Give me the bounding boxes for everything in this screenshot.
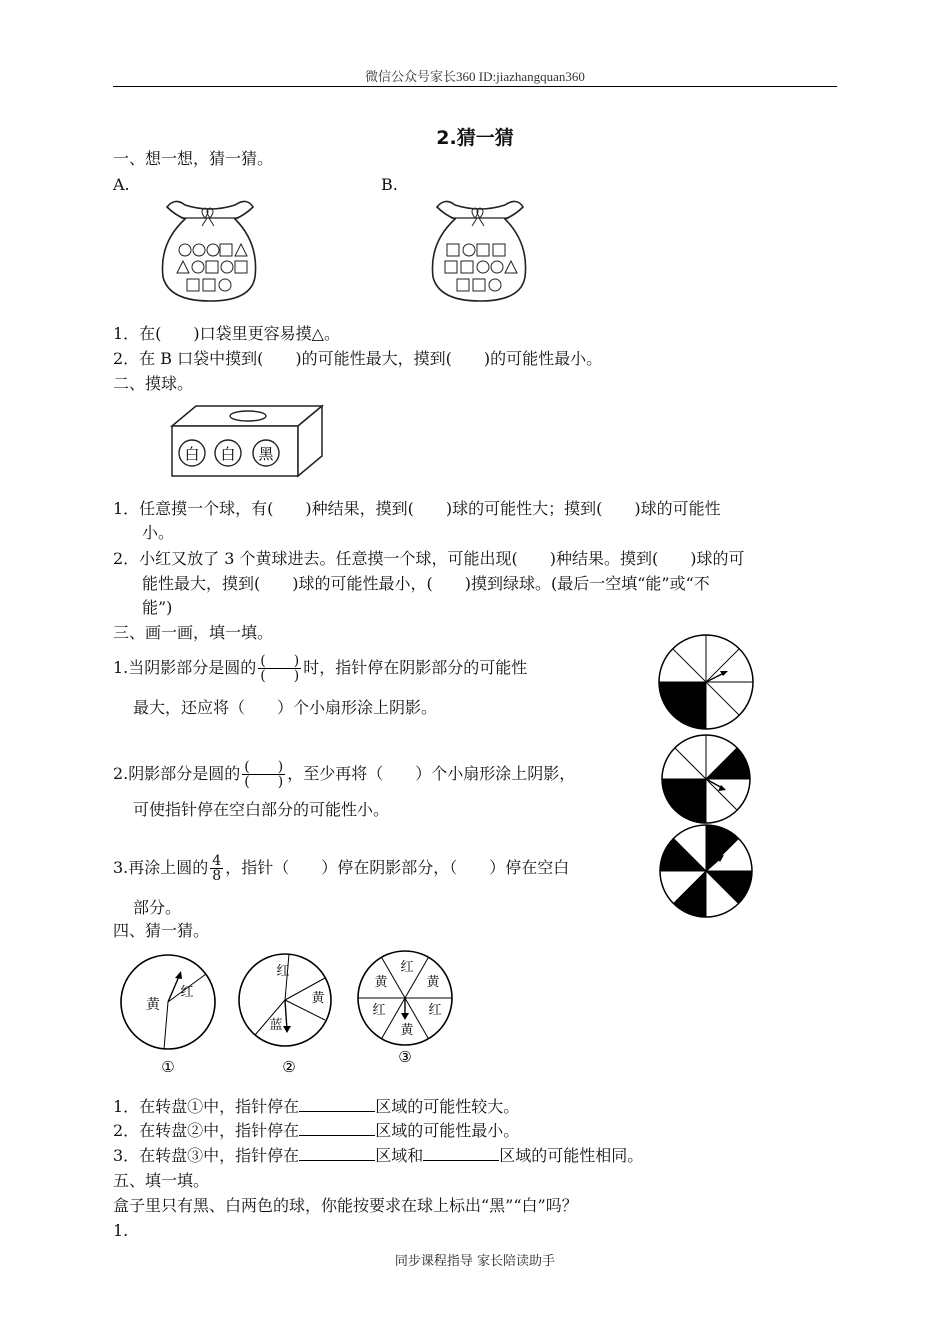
s3-q2-suffix: ，至少再将（ ）个小扇形涂上阴影， [287, 764, 576, 783]
answer-blank[interactable] [299, 1119, 375, 1136]
fraction-denominator: 8 [212, 868, 222, 884]
s3-question-2 [113, 750, 575, 798]
s3-q1-suffix: 时，指针停在阴影部分的可能性 [303, 658, 528, 677]
section3-heading: 三、画一画，填一填。 [113, 623, 274, 642]
page-header: 微信公众号家长360 ID:jiazhangquan360 [365, 69, 585, 84]
s4-question-3 [113, 1144, 643, 1168]
page-footer: 同步课程指导 家长陪读助手 [394, 1254, 556, 1269]
s4-q3-middle: 区域和 [375, 1146, 424, 1165]
ball-label-2: 白 [220, 445, 236, 463]
s3-question-3 [113, 844, 569, 892]
fraction-blank-2[interactable] [242, 760, 285, 789]
spinner-2 [239, 954, 331, 1075]
s4-q2-prefix: 2．在转盘②中，指针停在 [113, 1121, 300, 1140]
s3-q2-prefix: 2.阴影部分是圆的 [113, 764, 241, 783]
answer-blank[interactable] [423, 1144, 499, 1161]
bag-a-image [155, 193, 265, 305]
fraction-four-eighths [210, 854, 223, 883]
fraction-numerator: ( ) [244, 759, 284, 775]
spinner1-caption: ① [161, 1058, 175, 1075]
s4-question-2 [113, 1119, 519, 1143]
fraction-numerator: ( ) [260, 653, 300, 669]
s4-q2-suffix: 区域的可能性最小。 [375, 1121, 520, 1140]
fraction-denominator: ( ) [260, 668, 300, 684]
fraction-blank-1[interactable] [258, 654, 301, 683]
page-title: 2.猜一猜 [436, 127, 514, 149]
section5-heading: 五、填一填。 [113, 1171, 210, 1190]
bag-a-label: A. [113, 175, 130, 194]
answer-blank[interactable] [299, 1144, 375, 1161]
s5-question-1: 1. [113, 1221, 129, 1240]
spinner1-label-yellow: 黄 [146, 997, 160, 1013]
spinner3-label-yellow-1: 黄 [374, 975, 388, 990]
spinner3-caption: ③ [398, 1048, 412, 1066]
s4-q1-suffix: 区域的可能性较大。 [375, 1097, 520, 1116]
s3-q3-prefix: 3.再涂上圆的 [113, 858, 209, 877]
section1-heading: 一、想一想，猜一猜。 [113, 149, 274, 168]
shaded-circle-2 [656, 734, 758, 824]
bag-b-image [425, 193, 535, 305]
s2-question-2a: 2．小红又放了 3 个黄球进去。任意摸一个球，可能出现( )种结果。摸到( )球的可 [113, 549, 745, 568]
ball-label-3: 黑 [258, 445, 274, 463]
s3-q1-prefix: 1.当阴影部分是圆的 [113, 658, 257, 677]
shaded-circle-3 [656, 824, 758, 920]
s4-question-1 [113, 1095, 519, 1119]
header-divider [113, 86, 837, 87]
fraction-numerator: 4 [212, 853, 222, 869]
s2-question-1b: 小。 [142, 523, 175, 542]
s2-question-2c: 能”) [142, 598, 173, 617]
s2-question-1a: 1．任意摸一个球，有( )种结果，摸到( )球的可能性大；摸到( )球的可能性 [113, 499, 721, 518]
section2-heading: 二、摸球。 [113, 374, 194, 393]
s4-q3-prefix: 3．在转盘③中，指针停在 [113, 1146, 300, 1165]
ball-box-image [168, 402, 326, 480]
spinner1-label-red: 红 [180, 985, 194, 1000]
spinner3-label-red-2: 红 [372, 1003, 386, 1018]
spinner2-label-yellow: 黄 [311, 991, 325, 1006]
spinner-3 [358, 951, 452, 1066]
section4-heading: 四、猜一猜。 [113, 921, 210, 940]
ball-label-1: 白 [184, 445, 200, 463]
fraction-denominator: ( ) [244, 774, 284, 790]
s3-q3-suffix: ，指针（ ）停在阴影部分，（ ）停在空白 [225, 858, 570, 877]
answer-blank[interactable] [299, 1095, 375, 1112]
s3-question-1-line2: 最大，还应将（ ）个小扇形涂上阴影。 [133, 698, 438, 717]
spinner3-label-red-1: 红 [400, 960, 414, 975]
spinner3-label-red-3: 红 [428, 1003, 442, 1018]
s5-intro: 盒子里只有黑、白两色的球，你能按要求在球上标出“黑”“白”吗？ [113, 1196, 578, 1215]
spinner3-label-yellow-3: 黄 [400, 1023, 414, 1038]
s4-q1-prefix: 1．在转盘①中，指针停在 [113, 1097, 300, 1116]
s2-question-2b: 能性最大，摸到( )球的可能性最小，( )摸到绿球。(最后一空填“能”或“不 [142, 574, 710, 593]
spinners-image [113, 945, 458, 1075]
spinner2-label-red: 红 [276, 964, 290, 979]
s3-question-2-line2: 可使指针停在空白部分的可能性小。 [133, 800, 390, 819]
s1-question-2: 2．在 B 口袋中摸到( )的可能性最大，摸到( )的可能性最小。 [113, 349, 603, 368]
s4-q3-suffix: 区域的可能性相同。 [499, 1146, 644, 1165]
spinner2-label-blue: 蓝 [269, 1018, 283, 1033]
spinner2-caption: ② [282, 1058, 296, 1075]
spinner3-label-yellow-2: 黄 [426, 975, 440, 990]
s3-question-1 [113, 644, 527, 692]
s1-question-1: 1．在( )口袋里更容易摸△。 [113, 324, 340, 343]
shaded-circle-1 [656, 634, 758, 732]
s3-question-3-line2: 部分。 [133, 898, 182, 917]
bag-b-label: B. [381, 175, 398, 194]
spinner-1 [121, 955, 215, 1075]
